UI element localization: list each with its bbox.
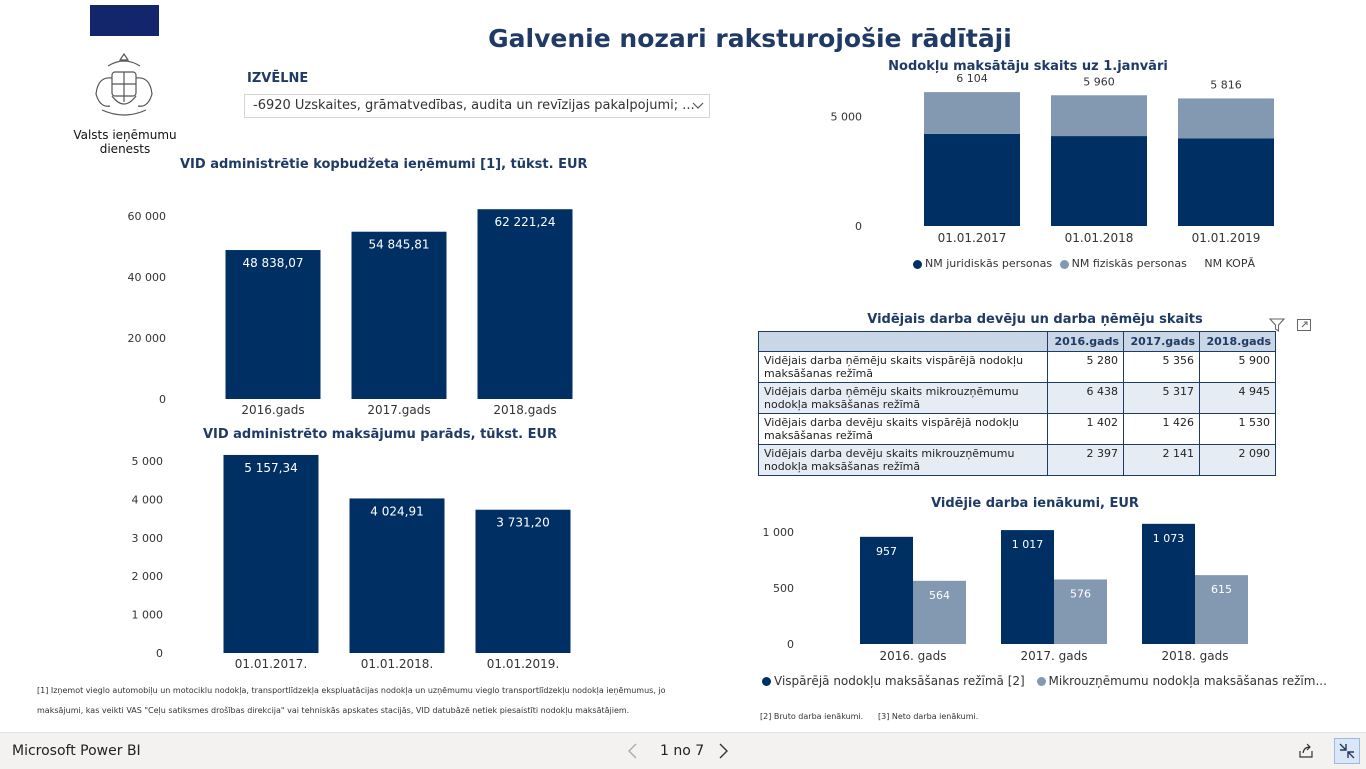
row-label: Vidējais darba ņēmēju skaits mikrouzņēmumu nodokļa maksāšanas režīmā — [759, 383, 1048, 414]
x-tick-label: 2017.gads — [367, 403, 431, 417]
income-legend — [762, 674, 1327, 688]
data-label: 4 024,91 — [370, 504, 424, 519]
coat-of-arms-icon — [88, 50, 160, 124]
x-tick-label: 01.01.2017. — [234, 657, 308, 671]
brand-label[interactable]: Microsoft Power BI — [12, 743, 141, 759]
revenue-chart — [120, 200, 590, 429]
logo-line1: Valsts ieņēmumu — [73, 128, 177, 142]
logo-bar — [90, 5, 159, 36]
table-header-2017[interactable]: 2017.gads — [1124, 332, 1200, 352]
x-tick-label: 01.01.2017 — [937, 231, 1007, 245]
fullscreen-button[interactable] — [1334, 738, 1360, 764]
share-icon[interactable] — [1296, 741, 1316, 761]
legend-micro[interactable]: Mikrouzņēmumu nodokļa maksāšanas režīm... — [1048, 674, 1327, 688]
table-row — [759, 352, 1276, 383]
data-label: 576 — [1070, 587, 1091, 601]
y-tick-label: 500 — [773, 582, 794, 595]
legend-legal[interactable]: NM juridiskās personas — [925, 257, 1053, 270]
exit-fullscreen-icon — [1335, 739, 1359, 763]
row-label: Vidējais darba devēju skaits vispārējā nodokļu maksāšanas režīmā — [759, 414, 1048, 445]
taxpayers-chart — [820, 72, 1280, 254]
y-tick-label: 0 — [156, 647, 163, 660]
footnote-2: [2] Bruto darba ienākumi. — [760, 712, 864, 721]
table-row — [759, 445, 1276, 476]
data-label: 1 017 — [1011, 538, 1044, 552]
data-label: 615 — [1211, 583, 1232, 597]
data-label: 3 731,20 — [496, 515, 550, 530]
menu-label: IZVĒLNE — [247, 71, 309, 86]
cell: 5 280 — [1048, 352, 1124, 383]
legend-general[interactable]: Vispārējā nodokļu maksāšanas režīmā [2] — [774, 674, 1025, 688]
income-svg — [760, 520, 1280, 665]
bar-natural-persons — [1051, 95, 1147, 136]
y-tick-label: 1 000 — [762, 526, 794, 539]
y-tick-label: 0 — [159, 393, 166, 406]
footnote-3: [3] Neto darba ienākumi. — [878, 712, 979, 721]
bar — [224, 455, 319, 653]
dropdown-value: -6920 Uzskaites, grāmatvedības, audita un revīzijas pakalpojumi; ... — [253, 98, 695, 113]
y-tick-label: 60 000 — [127, 210, 166, 223]
cell: 5 356 — [1124, 352, 1200, 383]
cell: 1 426 — [1124, 414, 1200, 445]
debt-chart-svg — [120, 450, 590, 675]
x-tick-label: 01.01.2018 — [1064, 231, 1134, 245]
total-label: 5 960 — [1083, 75, 1115, 89]
employees-table-title: Vidējais darba devēju un darba ņēmēju skaits — [867, 312, 1203, 327]
y-tick-label: 0 — [855, 220, 862, 233]
x-tick-label: 2016. gads — [879, 649, 947, 663]
legend-dot-general — [762, 677, 771, 686]
taxpayers-chart-title: Nodokļu maksātāju skaits uz 1.janvāri — [888, 59, 1168, 74]
prev-page-icon[interactable] — [626, 742, 640, 760]
legend-total[interactable]: NM KOPĀ — [1204, 257, 1255, 270]
data-label: 1 073 — [1152, 531, 1185, 545]
y-tick-label: 0 — [787, 638, 794, 651]
bar-natural-persons — [1178, 98, 1274, 138]
row-label: Vidējais darba ņēmēju skaits vispārējā nodokļu maksāšanas režīmā — [759, 352, 1048, 383]
row-label: Vidējais darba devēju skaits mikrouzņēmumu nodokļa maksāšanas režīmā — [759, 445, 1048, 476]
y-tick-label: 20 000 — [127, 332, 166, 345]
bar — [226, 250, 321, 399]
revenue-chart-svg — [120, 200, 590, 425]
bar — [476, 510, 571, 653]
y-tick-label: 40 000 — [127, 271, 166, 284]
cell: 4 945 — [1200, 383, 1276, 414]
y-tick-label: 5 000 — [830, 110, 862, 124]
bar — [478, 209, 573, 399]
data-label: 54 845,81 — [368, 237, 430, 252]
y-tick-label: 3 000 — [131, 531, 163, 545]
debt-chart — [120, 450, 590, 679]
cell: 2 090 — [1200, 445, 1276, 476]
x-tick-label: 2016.gads — [241, 403, 305, 417]
cell: 5 317 — [1124, 383, 1200, 414]
legend-dot-micro — [1037, 677, 1046, 686]
y-tick-label: 1 000 — [131, 608, 163, 622]
next-page-icon[interactable] — [716, 742, 730, 760]
logo-line2: dienests — [99, 142, 151, 156]
bar — [352, 232, 447, 399]
page-title: Galvenie nozari raksturojošie rādītāji — [488, 24, 1012, 53]
logo-text — [70, 128, 180, 156]
cell: 6 438 — [1048, 383, 1124, 414]
income-chart-title: Vidējie darba ienākumi, EUR — [931, 496, 1139, 511]
legend-dot-natural — [1060, 260, 1069, 269]
cell: 1 530 — [1200, 414, 1276, 445]
bar-legal-persons — [924, 134, 1020, 226]
legend-natural[interactable]: NM fiziskās personas — [1071, 257, 1187, 270]
bar — [350, 498, 445, 653]
cell: 2 397 — [1048, 445, 1124, 476]
industry-dropdown[interactable] — [244, 94, 710, 118]
cell: 2 141 — [1124, 445, 1200, 476]
table-header-2018[interactable]: 2018.gads — [1200, 332, 1276, 352]
x-tick-label: 2017. gads — [1020, 649, 1088, 663]
footnote-1-line1: [1] Izņemot vieglo automobiļu un motociklu nodokļa, transportlīdzekļa ekspluatācijas nodokļa un uzņēmumu vieglo transportlīdzekļu nodokļa ieņēmumus, jo — [37, 686, 666, 695]
cell: 1 402 — [1048, 414, 1124, 445]
chevron-down-icon[interactable] — [691, 95, 705, 117]
total-label: 6 104 — [956, 72, 988, 86]
y-tick-label: 4 000 — [131, 493, 163, 507]
data-label: 564 — [929, 588, 950, 602]
income-chart — [760, 520, 1280, 669]
total-label: 5 816 — [1210, 78, 1242, 92]
bar-legal-persons — [1178, 138, 1274, 226]
table-row — [759, 383, 1276, 414]
x-tick-label: 01.01.2019. — [486, 657, 560, 671]
focus-mode-icon[interactable] — [1296, 318, 1312, 332]
x-tick-label: 2018. gads — [1161, 649, 1229, 663]
debt-chart-title: VID administrēto maksājumu parāds, tūkst. EUR — [202, 427, 558, 442]
data-label: 62 221,24 — [494, 215, 556, 230]
cell: 5 900 — [1200, 352, 1276, 383]
x-tick-label: 01.01.2018. — [360, 657, 434, 671]
taxpayers-legend — [913, 257, 1255, 270]
y-tick-label: 5 000 — [131, 455, 163, 468]
page-indicator: 1 no 7 — [660, 743, 705, 759]
bar-natural-persons — [924, 92, 1020, 134]
y-tick-label: 2 000 — [131, 570, 163, 584]
table-header-label — [759, 332, 1048, 352]
employees-table — [758, 331, 1276, 476]
table-row — [759, 414, 1276, 445]
x-tick-label: 01.01.2019 — [1191, 231, 1261, 245]
table-header-2016[interactable]: 2016.gads — [1048, 332, 1124, 352]
data-label: 48 838,07 — [242, 256, 304, 271]
footnote-1-line2: maksājumi, kas veikti VAS "Ceļu satiksmes drošības direkcija" vai tehniskās apskates stacijās, VID datubāzē netiek piesaistīti nodokļu maksātājiem. — [37, 706, 630, 715]
data-label: 5 157,34 — [244, 460, 298, 475]
legend-dot-legal — [913, 260, 922, 269]
bar-legal-persons — [1051, 136, 1147, 226]
x-tick-label: 2018.gads — [493, 403, 557, 417]
data-label: 957 — [876, 544, 897, 558]
revenue-chart-title: VID administrētie kopbudžeta ieņēmumi [1], tūkst. EUR — [180, 157, 588, 172]
taxpayers-svg — [820, 72, 1280, 250]
